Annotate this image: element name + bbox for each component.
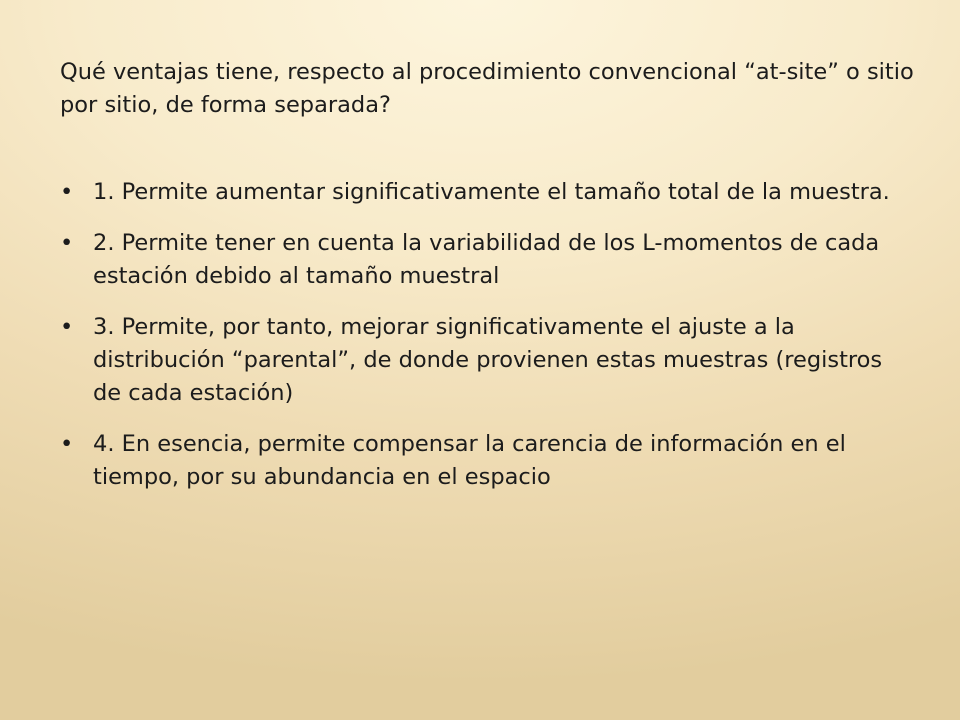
list-item — [60, 428, 915, 494]
bullet-icon: • — [60, 230, 74, 256]
bullet-list — [60, 176, 915, 512]
bullet-icon: • — [60, 314, 74, 340]
slide-question: Qué ventajas tiene, respecto al procedimiento convencional “at-site” o sitio por sitio, de forma separada? — [60, 59, 914, 118]
bullet-text: 2. Permite tener en cuenta la variabilidad de los L-momentos de cada estación debido al tamaño muestral — [93, 230, 880, 289]
list-item — [60, 176, 915, 209]
list-item — [60, 311, 915, 410]
bullet-text: 4. En esencia, permite compensar la carencia de información en el tiempo, por su abundancia en el espacio — [93, 431, 846, 490]
bullet-text: 3. Permite, por tanto, mejorar significativamente el ajuste a la distribución “parental”, de donde provienen estas muestras (registros de cada estación) — [93, 314, 883, 406]
bullet-icon: • — [60, 179, 74, 205]
bullet-icon: • — [60, 431, 74, 457]
bullet-text: 1. Permite aumentar significativamente el tamaño total de la muestra. — [93, 179, 890, 205]
list-item — [60, 227, 915, 293]
